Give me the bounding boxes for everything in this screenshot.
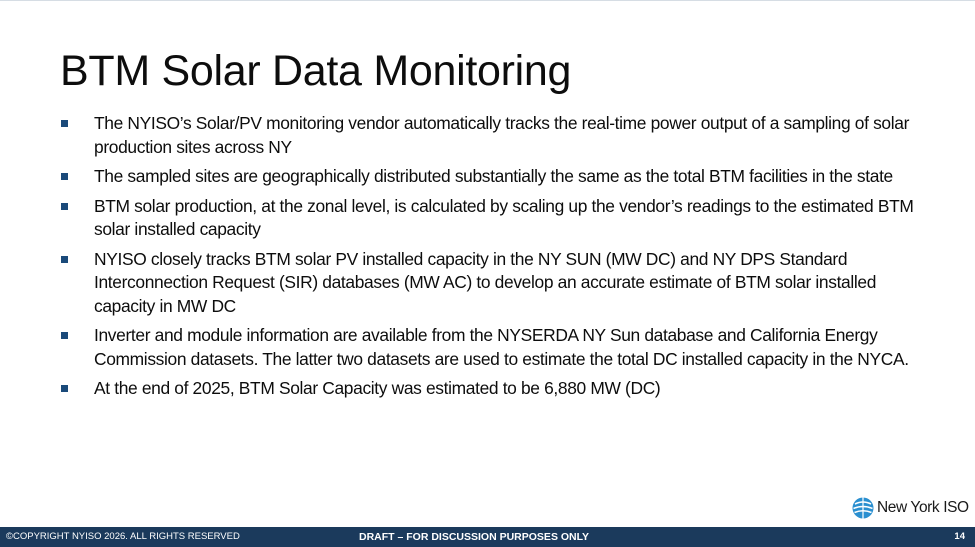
bullet-item: [58, 324, 928, 371]
slide-title: BTM Solar Data Monitoring: [60, 47, 572, 95]
logo-text: New York ISO: [877, 499, 969, 516]
square-bullet-icon: [61, 332, 68, 339]
square-bullet-icon: [61, 120, 68, 127]
bullet-list: [58, 112, 928, 407]
bullet-item: [58, 195, 928, 242]
bullet-text: BTM solar production, at the zonal level, is calculated by scaling up the vendor’s readings to the estimated BTM solar installed capacity: [94, 195, 914, 239]
footer-draft-notice: DRAFT – FOR DISCUSSION PURPOSES ONLY: [359, 531, 590, 543]
bullet-item: [58, 377, 928, 401]
bullet-item: [58, 165, 928, 189]
globe-icon: [852, 497, 874, 519]
bullet-item: [58, 112, 928, 159]
bullet-text: At the end of 2025, BTM Solar Capacity was estimated to be 6,880 MW (DC): [94, 378, 661, 398]
square-bullet-icon: [61, 385, 68, 392]
bullet-text: Inverter and module information are available from the NYSERDA NY Sun database and California Energy Commission datasets. The latter two datasets are used to estimate the total DC installed capacity in the NYCA.: [94, 325, 909, 369]
bullet-text: NYISO closely tracks BTM solar PV installed capacity in the NY SUN (MW DC) and NY DPS Standard Interconnection Request (SIR) databases (MW AC) to develop an accurate estimate of BTM solar installed capacity in MW DC: [94, 248, 877, 316]
top-divider: [0, 0, 975, 1]
square-bullet-icon: [61, 173, 68, 180]
square-bullet-icon: [61, 203, 68, 210]
page-number: 14: [954, 531, 965, 542]
bullet-item: [58, 248, 928, 319]
footer-bar: [0, 527, 975, 547]
footer-copyright: ©COPYRIGHT NYISO 2026. ALL RIGHTS RESERVED: [6, 531, 240, 542]
bullet-text: The sampled sites are geographically distributed substantially the same as the total BTM facilities in the state: [94, 166, 893, 186]
square-bullet-icon: [61, 256, 68, 263]
nyiso-logo: [852, 496, 969, 520]
bullet-text: The NYISO’s Solar/PV monitoring vendor automatically tracks the real-time power output of a sampling of solar production sites across NY: [94, 113, 910, 157]
